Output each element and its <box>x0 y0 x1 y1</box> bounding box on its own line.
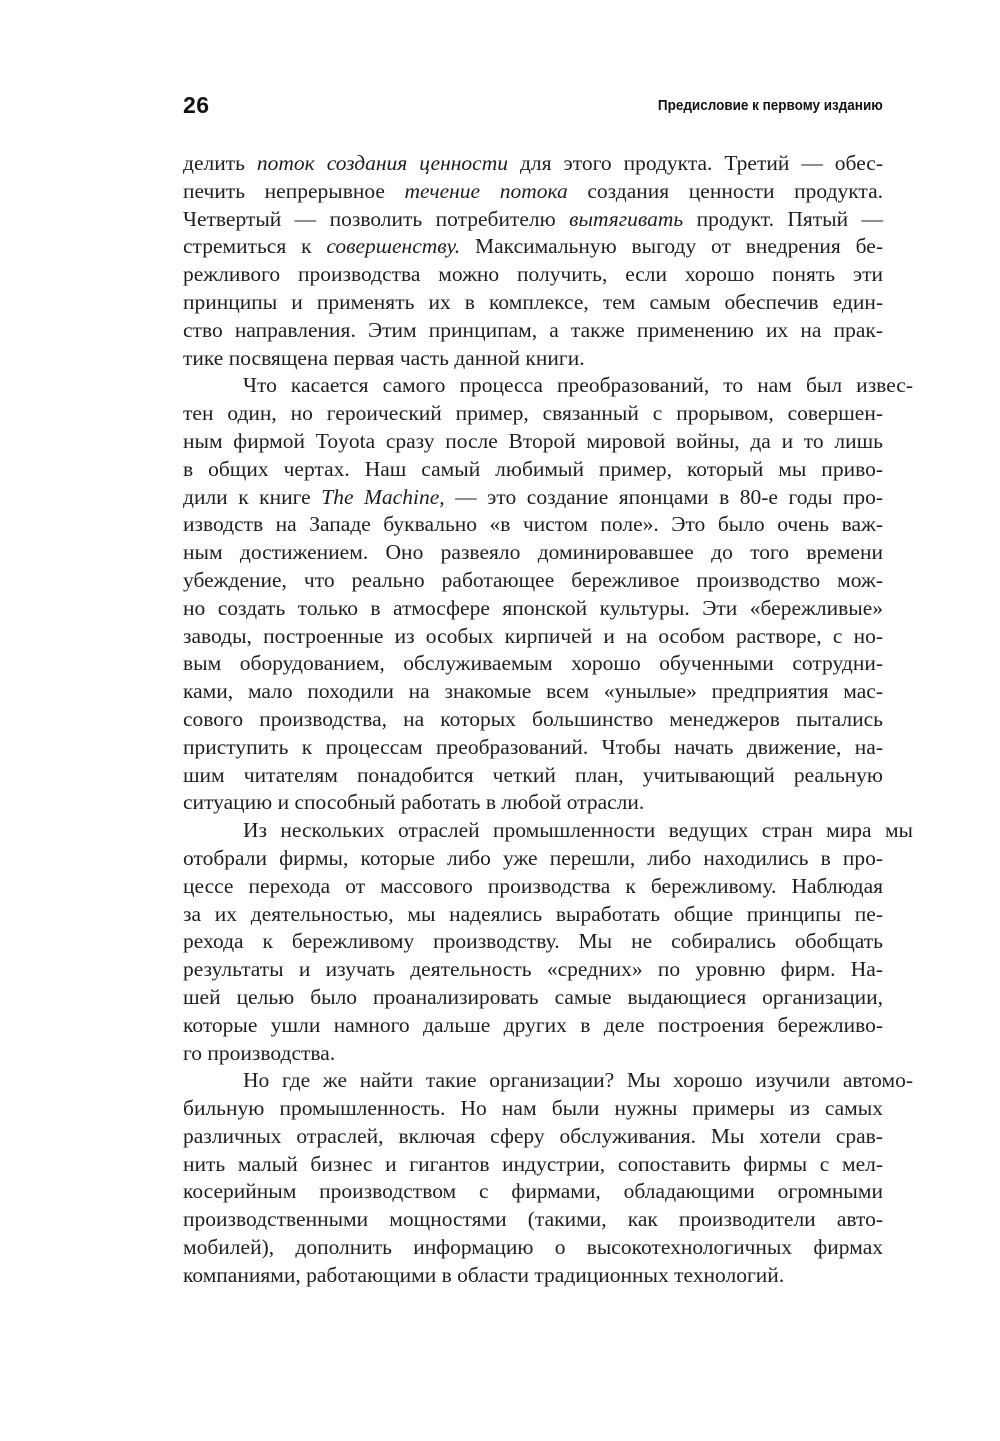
text-run: ным достижением. Оно развеяло доминировавшее до того времени <box>183 540 883 565</box>
text-run: приступить к процессам преобразований. Чтобы начать движение, на- <box>183 734 883 759</box>
text-run: Что касается самого процесса преобразований, то нам был извес- <box>243 373 913 398</box>
paragraph <box>183 1067 913 1289</box>
text-line <box>183 456 883 484</box>
text-line <box>183 567 883 595</box>
text-run: производственными мощностями (такими, как производители авто- <box>183 1207 883 1232</box>
text-run: — это создание японцами в 80-е годы про- <box>444 484 883 509</box>
chapter-title: Предисловие к первому изданию <box>658 98 883 114</box>
text-line <box>183 595 883 623</box>
text-run: бильную промышленность. Но нам были нужны примеры из самых <box>183 1096 883 1121</box>
text-line <box>183 1262 883 1290</box>
text-run: но создать только в атмосфере японской культуры. Эти «бережливые» <box>183 595 883 620</box>
text-run: ство направления. Этим принципам, а также применению их на прак- <box>183 317 883 342</box>
text-run: режливого производства можно получить, если хорошо понять эти <box>183 262 883 287</box>
text-line <box>183 789 883 817</box>
text-run: различных отраслей, включая сферу обслуживания. Мы хотели срав- <box>183 1123 883 1148</box>
text-run: тике посвящена первая часть данной книги. <box>183 345 585 370</box>
text-run: Но где же найти такие организации? Мы хорошо изучили автомо- <box>243 1068 913 1093</box>
paragraph <box>183 372 913 817</box>
text-line <box>183 206 883 234</box>
text-line <box>183 289 883 317</box>
text-line <box>183 150 883 178</box>
text-line <box>183 511 883 539</box>
text-line <box>183 1040 883 1068</box>
text-line <box>183 956 883 984</box>
text-run: для этого продукта. Третий — обес- <box>508 151 883 175</box>
text-line <box>183 372 913 400</box>
text-run: тен один, но героический пример, связанный с прорывом, совершен- <box>183 401 883 426</box>
text-line <box>183 178 883 206</box>
emphasis-text: течение потока <box>404 178 568 203</box>
text-line <box>183 1234 883 1262</box>
text-run: го производства. <box>183 1040 336 1065</box>
text-line <box>183 1067 913 1095</box>
text-run: шей целью было проанализировать самые выдающиеся организации, <box>183 984 883 1009</box>
text-line <box>183 261 883 289</box>
text-run: дили к книге <box>183 484 322 509</box>
text-line <box>183 317 883 345</box>
text-line <box>183 1095 883 1123</box>
text-run: ситуацию и способный работать в любой отрасли. <box>183 790 645 815</box>
text-line <box>183 678 883 706</box>
text-run: шим читателям понадобится четкий план, учитывающий реальную <box>183 762 883 787</box>
text-run: ками, мало походили на знакомые всем «унылые» предприятия мас- <box>183 679 883 704</box>
text-run: косерийным производством с фирмами, обладающими огромными <box>183 1179 883 1204</box>
text-run: вым оборудованием, обслуживаемым хорошо обученными сотрудни- <box>183 651 883 676</box>
text-line <box>183 539 883 567</box>
text-line <box>183 484 883 512</box>
text-run: ным фирмой Toyota сразу после Второй мировой войны, да и то лишь <box>183 428 883 453</box>
text-line <box>183 1178 883 1206</box>
text-run: рехода к бережливому производству. Мы не собирались обобщать <box>183 929 883 954</box>
paragraph <box>183 150 883 372</box>
text-line <box>183 428 883 456</box>
emphasis-text: совершенству. <box>326 234 461 259</box>
text-line <box>183 873 883 901</box>
text-run: стремиться к <box>183 234 327 259</box>
text-run: заводы, построенные из особых кирпичей и на особом растворе, с но- <box>183 623 883 648</box>
text-run: в общих чертах. Наш самый любимый пример, который мы приво- <box>183 456 883 481</box>
text-run: убеждение, что реально работающее бережливое производство мож- <box>183 567 883 592</box>
emphasis-text: поток создания ценности <box>256 151 508 175</box>
text-line <box>183 734 883 762</box>
text-line <box>183 1151 883 1179</box>
text-line <box>183 1206 883 1234</box>
text-line <box>183 706 883 734</box>
text-run: изводств на Западе буквально «в чистом поле». Это было очень важ- <box>183 512 883 537</box>
running-header <box>183 92 883 122</box>
text-line <box>183 400 883 428</box>
text-run: цессе перехода от массового производства к бережливому. Наблюдая <box>183 873 883 898</box>
emphasis-text: вытягивать <box>569 206 684 231</box>
text-run: сового производства, на которых большинство менеджеров пытались <box>183 706 883 731</box>
text-run: делить <box>183 151 257 175</box>
text-run: принципы и применять их в комплексе, тем самым обеспечив един- <box>183 289 883 314</box>
text-run: компаниями, работающими в области традиционных технологий. <box>183 1262 785 1287</box>
text-line <box>183 623 883 651</box>
text-line <box>183 901 883 929</box>
text-run: Четвертый — позволить потребителю <box>183 206 570 231</box>
text-line <box>183 233 883 261</box>
text-line <box>183 650 883 678</box>
text-line <box>183 817 913 845</box>
text-line <box>183 928 883 956</box>
text-run: Из нескольких отраслей промышленности ведущих стран мира мы <box>243 818 913 843</box>
text-run: результаты и изучать деятельность «средних» по уровню фирм. На- <box>183 957 883 982</box>
page-number: 26 <box>183 92 210 118</box>
text-run: мобилей), дополнить информацию о высокотехнологичных фирмах <box>183 1235 883 1260</box>
text-run: которые ушли намного дальше других в деле построения бережливо- <box>183 1012 883 1037</box>
text-run: Максимальную выгоду от внедрения бе- <box>460 234 883 259</box>
text-run: печить непрерывное <box>183 178 405 203</box>
text-line <box>183 1012 883 1040</box>
paragraph <box>183 817 913 1067</box>
emphasis-text: The Machine, <box>321 484 445 509</box>
text-run: отобрали фирмы, которые либо уже перешли, либо находились в про- <box>183 845 883 870</box>
text-run: нить малый бизнес и гигантов индустрии, сопоставить фирмы с мел- <box>183 1151 883 1176</box>
text-line <box>183 845 883 873</box>
text-line <box>183 984 883 1012</box>
text-run: продукт. Пятый — <box>683 206 883 231</box>
text-line <box>183 1123 883 1151</box>
body-text <box>183 150 913 1290</box>
text-run: создания ценности продукта. <box>567 178 883 203</box>
text-line <box>183 762 883 790</box>
text-line <box>183 345 883 373</box>
text-run: за их деятельностью, мы надеялись выработать общие принципы пе- <box>183 901 883 926</box>
